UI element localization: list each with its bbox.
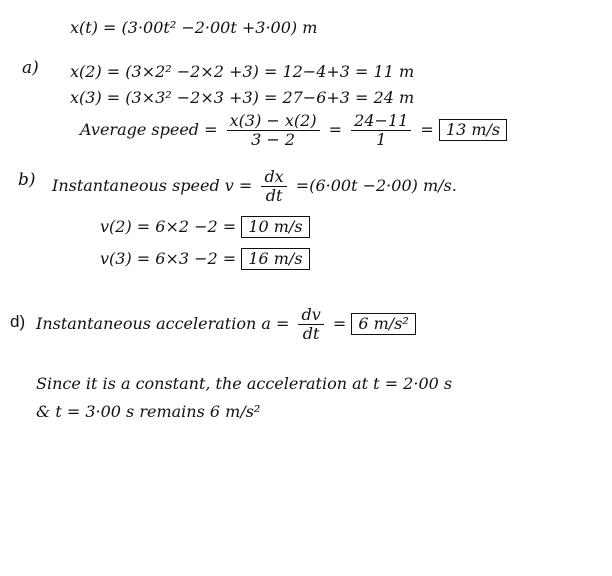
acceleration-answer: 6 m/s² — [351, 313, 415, 335]
v3-line — [100, 248, 310, 270]
dx-dt-fraction — [261, 168, 286, 205]
average-speed-label: Average speed = — [80, 120, 218, 139]
x2-calculation: x(2) = (3×2² −2×2 +3) = 12−4+3 = 11 m — [70, 62, 415, 81]
part-a-label: a) — [22, 58, 39, 78]
average-speed-line — [80, 112, 507, 149]
dx-numerator: dx — [261, 168, 286, 187]
instantaneous-speed-line — [52, 168, 457, 205]
average-speed-fraction — [227, 112, 320, 149]
conclusion-line-1: Since it is a constant, the acceleration at t = 2·00 s — [36, 374, 453, 393]
equals-sign-2: = — [420, 120, 434, 139]
average-speed-answer: 13 m/s — [439, 119, 507, 141]
v2-answer: 10 m/s — [241, 216, 309, 238]
numeric-fraction — [351, 112, 411, 149]
average-speed-denominator: 3 − 2 — [251, 130, 296, 149]
dt-denominator-2: dt — [302, 324, 320, 343]
v2-calculation: v(2) = 6×2 −2 = — [100, 217, 237, 236]
velocity-expression: =(6·00t −2·00) m/s. — [295, 176, 457, 195]
numeric-denominator: 1 — [376, 130, 387, 149]
conclusion-line-2: & t = 3·00 s remains 6 m/s² — [36, 402, 261, 421]
dt-denominator: dt — [265, 186, 283, 205]
instantaneous-acceleration-label: Instantaneous acceleration a = — [36, 314, 290, 333]
equals-sign-1: = — [328, 120, 343, 139]
x3-calculation: x(3) = (3×3² −2×3 +3) = 27−6+3 = 24 m — [70, 88, 415, 107]
instantaneous-speed-label: Instantaneous speed v = — [52, 176, 253, 195]
average-speed-numerator: x(3) − x(2) — [227, 112, 320, 131]
v3-calculation: v(3) = 6×3 −2 = — [100, 249, 237, 268]
v3-answer: 16 m/s — [241, 248, 309, 270]
v2-line — [100, 216, 310, 238]
part-b-label: b) — [18, 170, 36, 190]
equals-sign-3: = — [332, 314, 347, 333]
dv-dt-fraction — [298, 306, 323, 343]
part-d-label: d) — [10, 312, 26, 331]
numeric-numerator: 24−11 — [351, 112, 411, 131]
dv-numerator: dv — [298, 306, 323, 325]
instantaneous-acceleration-line — [36, 306, 416, 343]
position-equation: x(t) = (3·00t² −2·00t +3·00) m — [70, 18, 318, 37]
